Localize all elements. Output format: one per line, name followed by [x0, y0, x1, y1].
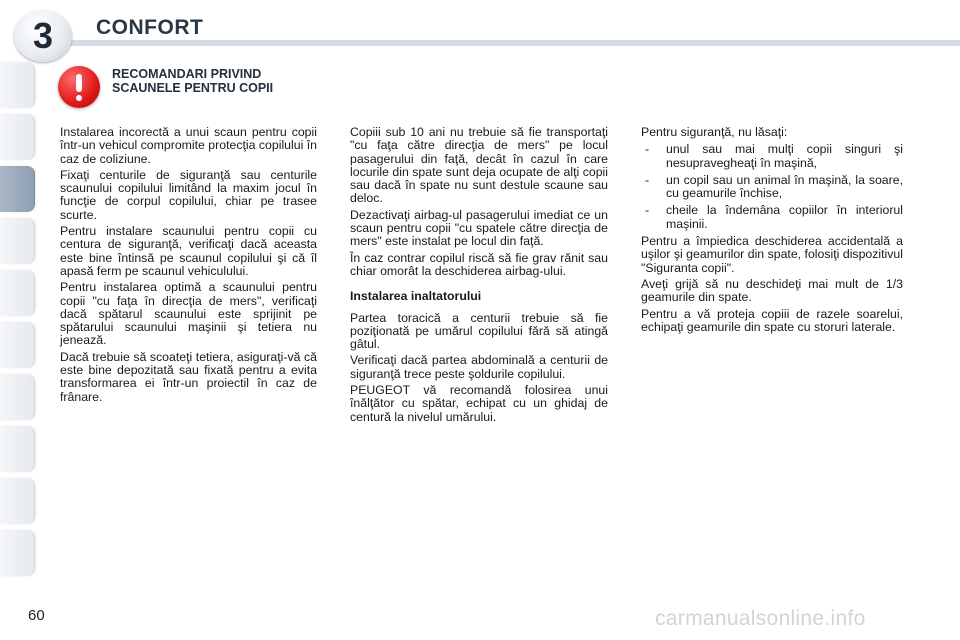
dash-bullet: -: [645, 203, 650, 218]
paragraph: În caz contrar copilul riscă să fie grav rănit sau chiar omorât la deschiderea airbag-ului.: [350, 250, 608, 278]
paragraph: Verificaţi dacă partea abdominală a centurii de siguranţă trece peste şoldurile copilului.: [350, 353, 608, 381]
paragraph: Pentru instalare scaunului pentru copii cu centura de siguranţă, verificaţi dacă aceasta este bine întinsă pe scaunul copilului şi că îl apasă ferm pe scaunul vehiculului.: [60, 224, 317, 278]
list-item-text: unul sau mai mulţi copii singuri şi nesupravegheaţi în maşină,: [666, 142, 903, 170]
paragraph: Dezactivaţi airbag-ul pasagerului imediat ce un scaun pentru copii "cu spatele către direcţia de mers" este instalat pe locul din faţă.: [350, 207, 608, 249]
paragraph: Dacă trebuie să scoateţi tetiera, asiguraţi-vă că este bine depozitată sau fixată pentru a evita transformarea ei într-un proiectil în caz de frânare.: [60, 349, 317, 404]
chapter-title: CONFORT: [96, 16, 204, 39]
list-item: [641, 143, 903, 170]
list-item-text: cheile la îndemâna copiilor în interiorul maşinii.: [666, 203, 903, 231]
paragraph: Copiii sub 10 ani nu trebuie să fie transportaţi "cu faţa către direcţia de mers" pe locul pasagerului din faţă, decât în cazul în care locurile din spate sunt deja ocupate de alţi copii sau dacă în spate nu sunt destule scaune sau deloc.: [350, 125, 608, 206]
watermark: carmanualsonline.info: [655, 607, 866, 630]
tab-chapter-10[interactable]: [0, 530, 35, 576]
section-subheading: Instalarea inaltatorului: [350, 289, 482, 304]
paragraph: Fixaţi centurile de siguranţă sau centurile scaunului copilului limitând la maxim jocul în funcţie de corpul copilului, chiar pe trasee scurte.: [60, 167, 317, 222]
tab-chapter-4[interactable]: [0, 218, 35, 264]
exclamation-icon: [58, 66, 100, 108]
column-3: [641, 126, 903, 337]
tab-chapter-2[interactable]: [0, 114, 35, 160]
tab-chapter-9[interactable]: [0, 478, 35, 524]
tab-chapter-3[interactable]: [0, 166, 35, 212]
column-1: [60, 126, 317, 407]
paragraph: Aveţi grijă să nu deschideţi mai mult de 1/3 geamurile din spate.: [641, 276, 903, 305]
header-rule: [48, 40, 960, 46]
paragraph: Pentru a vă proteja copiii de razele soarelui, echipaţi geamurile din spate cu storuri laterale.: [641, 306, 903, 334]
dash-list: [641, 143, 903, 231]
paragraph: PEUGEOT vă recomandă folosirea unui înălţător cu spătar, echipat cu un ghidaj de centură la nivelul umărului.: [350, 383, 608, 424]
chapter-tabs: [0, 62, 34, 578]
paragraph: Pentru a împiedica deschiderea accidentală a uşilor şi geamurilor din spate, folosiţi dispozitivul "Siguranta copii".: [641, 234, 903, 275]
paragraph: Partea toracică a centurii trebuie să fie poziţionată pe umărul copilului fără să atingă gâtul.: [350, 310, 608, 352]
paragraph: Pentru siguranţă, nu lăsaţi:: [641, 125, 788, 139]
paragraph: Pentru instalarea optimă a scaunului pentru copii "cu faţa în direcţia de mers", verificaţi dacă spătarul scaunului este sprijinit pe spătarului scaunului maşinii şi tetiera nu jenează.: [60, 280, 317, 348]
list-item-text: un copil sau un animal în maşină, la soare, cu geamurile închise,: [666, 172, 903, 201]
tab-chapter-8[interactable]: [0, 426, 35, 472]
page-number: 60: [28, 607, 45, 624]
warning-title: [112, 67, 372, 95]
column-2: [350, 126, 608, 427]
warning-title-line1: RECOMANDARI PRIVIND: [112, 67, 262, 81]
dash-bullet: -: [645, 172, 650, 187]
tab-chapter-5[interactable]: [0, 270, 35, 316]
dash-bullet: -: [645, 142, 650, 157]
list-item: [641, 204, 903, 231]
warning-title-line2: SCAUNELE PENTRU COPII: [112, 81, 274, 95]
tab-chapter-7[interactable]: [0, 374, 35, 420]
tab-chapter-1[interactable]: [0, 62, 35, 108]
chapter-number: 3: [32, 15, 54, 56]
list-item: [641, 174, 903, 201]
tab-chapter-6[interactable]: [0, 322, 35, 368]
paragraph: Instalarea incorectă a unui scaun pentru copii într-un vehicul compromite protecţia copilului în caz de coliziune.: [60, 125, 317, 166]
